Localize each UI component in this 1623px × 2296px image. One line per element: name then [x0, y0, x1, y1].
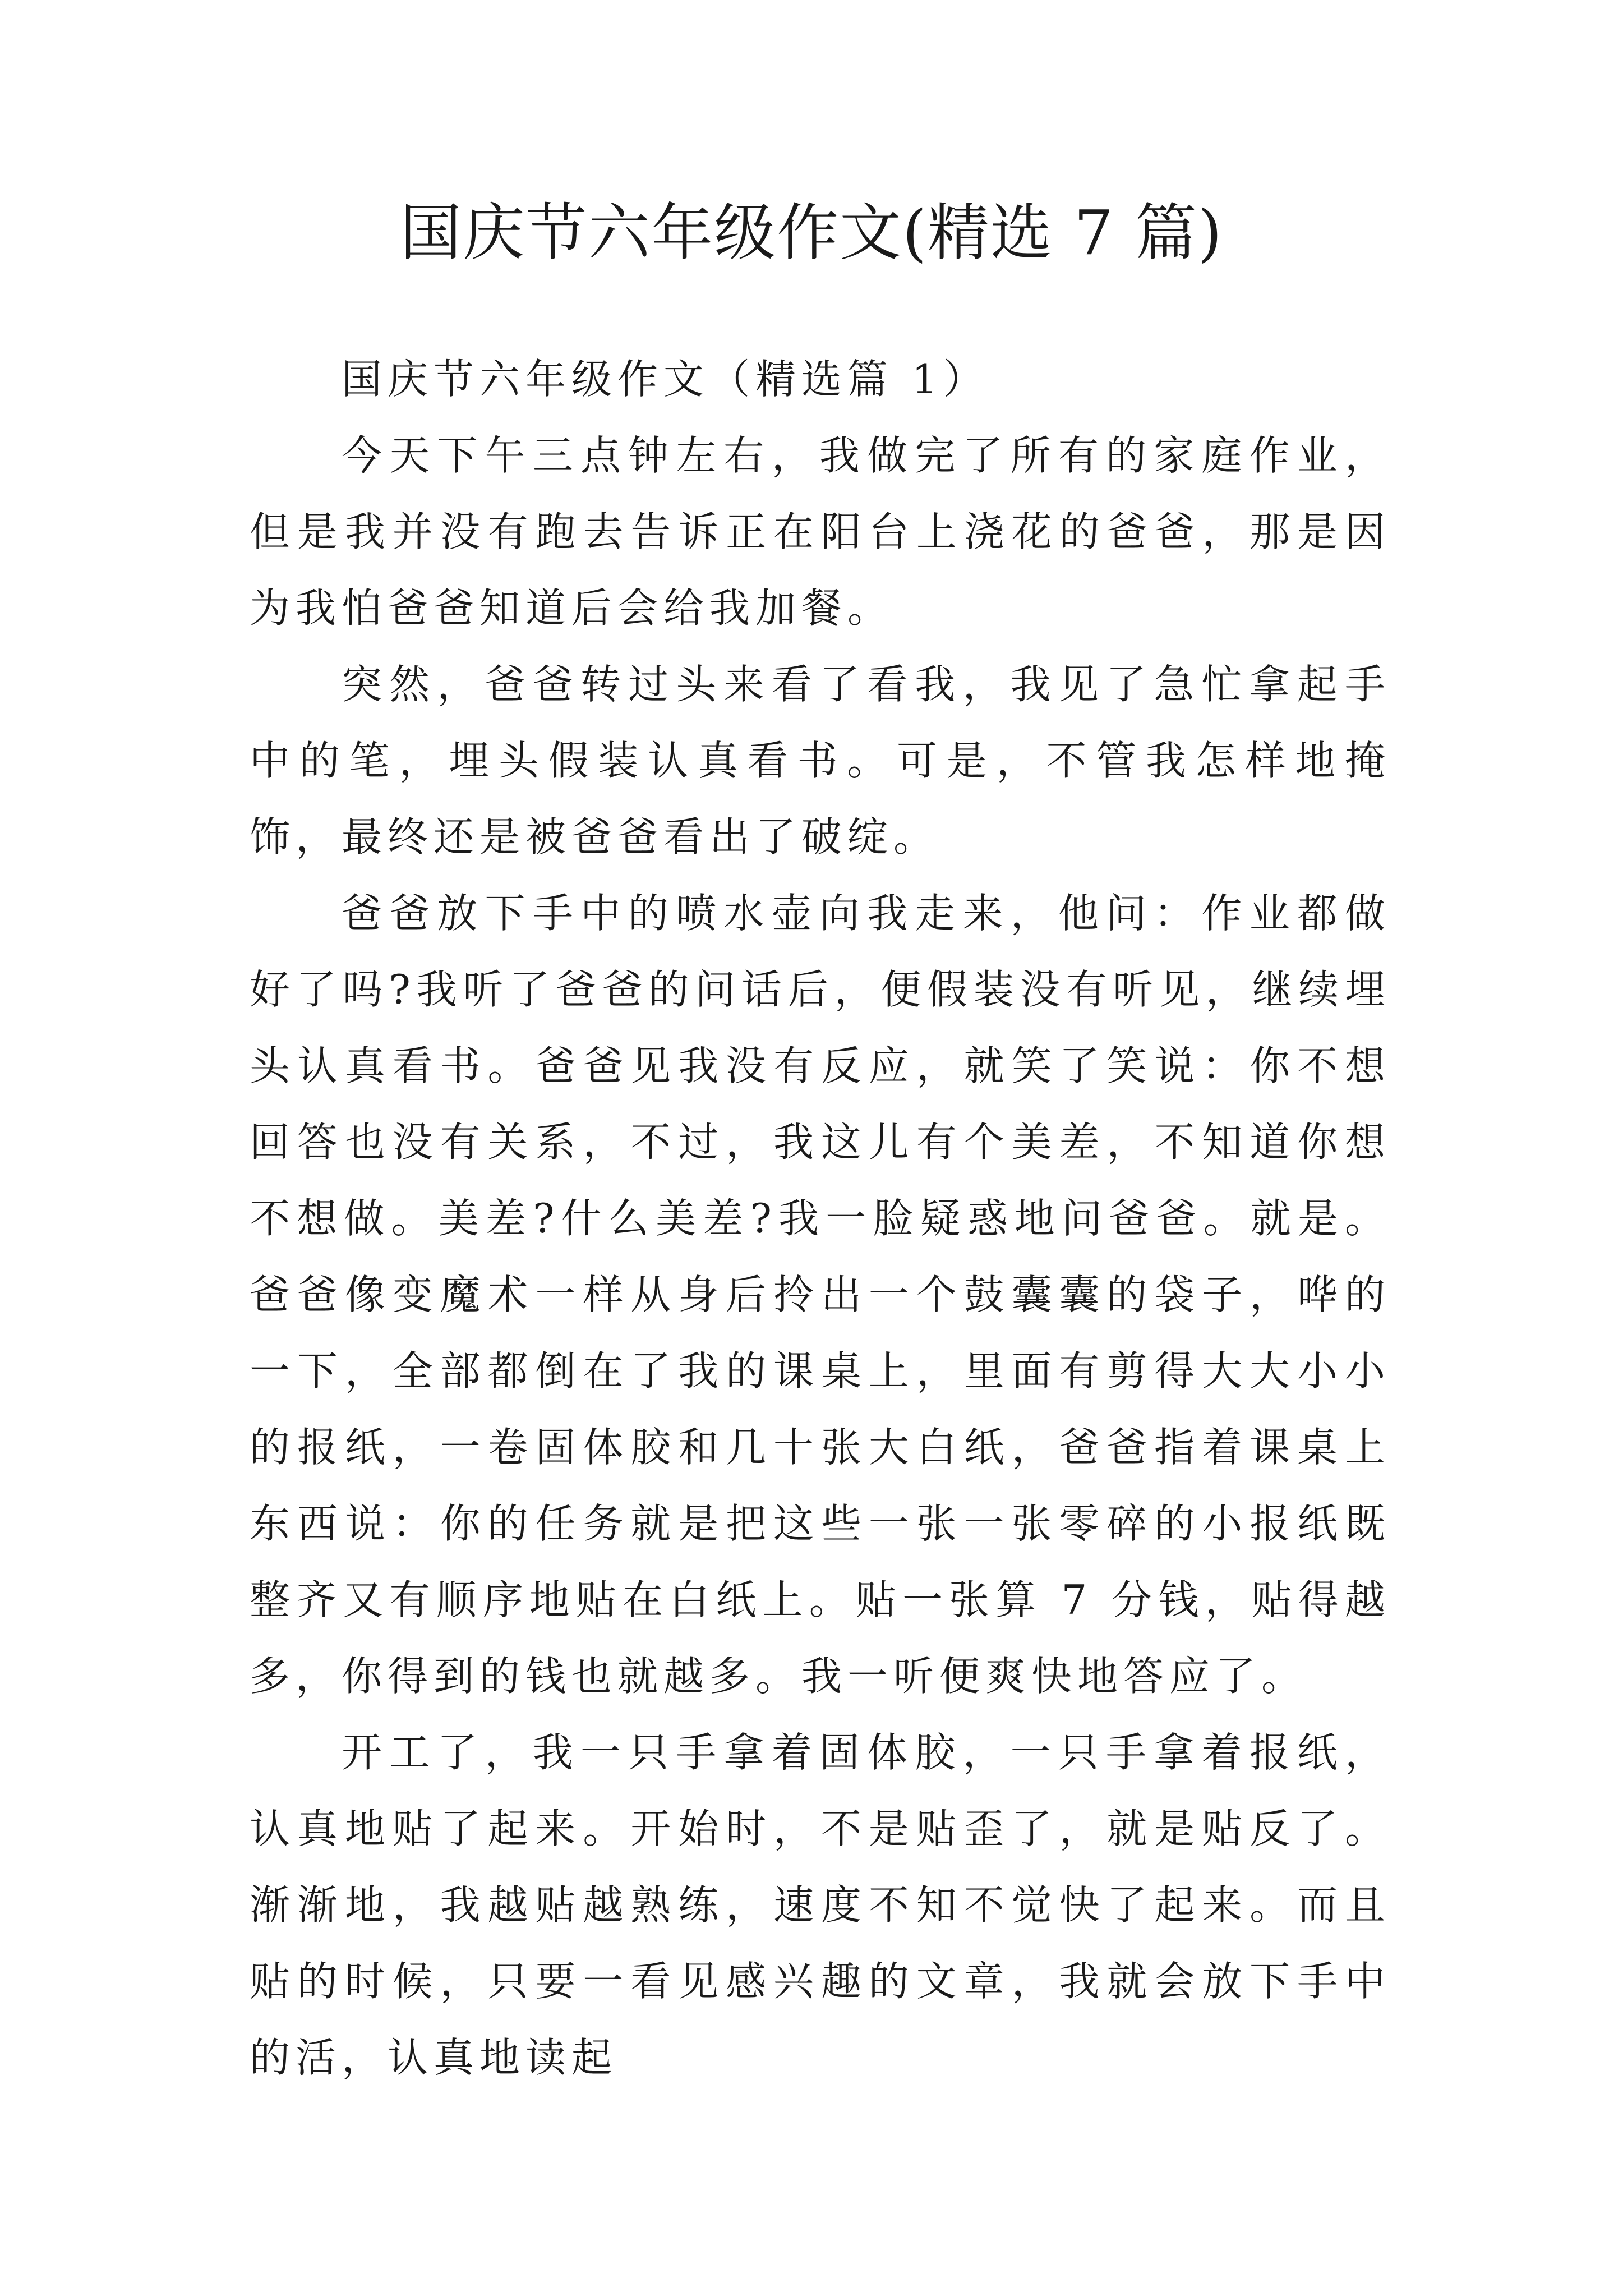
- document-body: [250, 341, 1391, 2096]
- document-title: 国庆节六年级作文(精选 7 篇): [400, 197, 1223, 269]
- paragraph: 突然，爸爸转过头来看了看我，我见了急忙拿起手中的笔，埋头假装认真看书。可是，不管我怎样地掩饰，最终还是被爸爸看出了破绽。: [250, 661, 1391, 861]
- paragraph: 开工了，我一只手拿着固体胶，一只手拿着报纸，认真地贴了起来。开始时，不是贴歪了，就是贴反了。渐渐地，我越贴越熟练，速度不知不觉快了起来。而且贴的时候，只要一看见感兴趣的文章，我就会放下手中的活，认真地读起: [250, 1729, 1391, 2081]
- paragraph: 今天下午三点钟左右，我做完了所有的家庭作业，但是我并没有跑去告诉正在阳台上浇花的爸爸，那是因为我怕爸爸知道后会给我加餐。: [250, 432, 1391, 632]
- section-heading: 国庆节六年级作文（精选篇 1）: [342, 356, 989, 403]
- paragraph: 爸爸放下手中的喷水壶向我走来，他问：作业都做好了吗?我听了爸爸的问话后，便假装没有听见，继续埋头认真看书。爸爸见我没有反应，就笑了笑说：你不想回答也没有关系，不过，我这儿有个美差，不知道你想不想做。美差?什么美差?我一脸疑惑地问爸爸。就是。爸爸像变魔术一样从身后拎出一个鼓囊囊的袋子，哗的一下，全部都倒在了我的课桌上，里面有剪得大大小小的报纸，一卷固体胶和几十张大白纸，爸爸指着课桌上东西说：你的任务就是把这些一张一张零碎的小报纸既整齐又有顺序地贴在白纸上。贴一张算 7 分钱，贴得越多，你得到的钱也就越多。我一听便爽快地答应了。: [250, 890, 1391, 1700]
